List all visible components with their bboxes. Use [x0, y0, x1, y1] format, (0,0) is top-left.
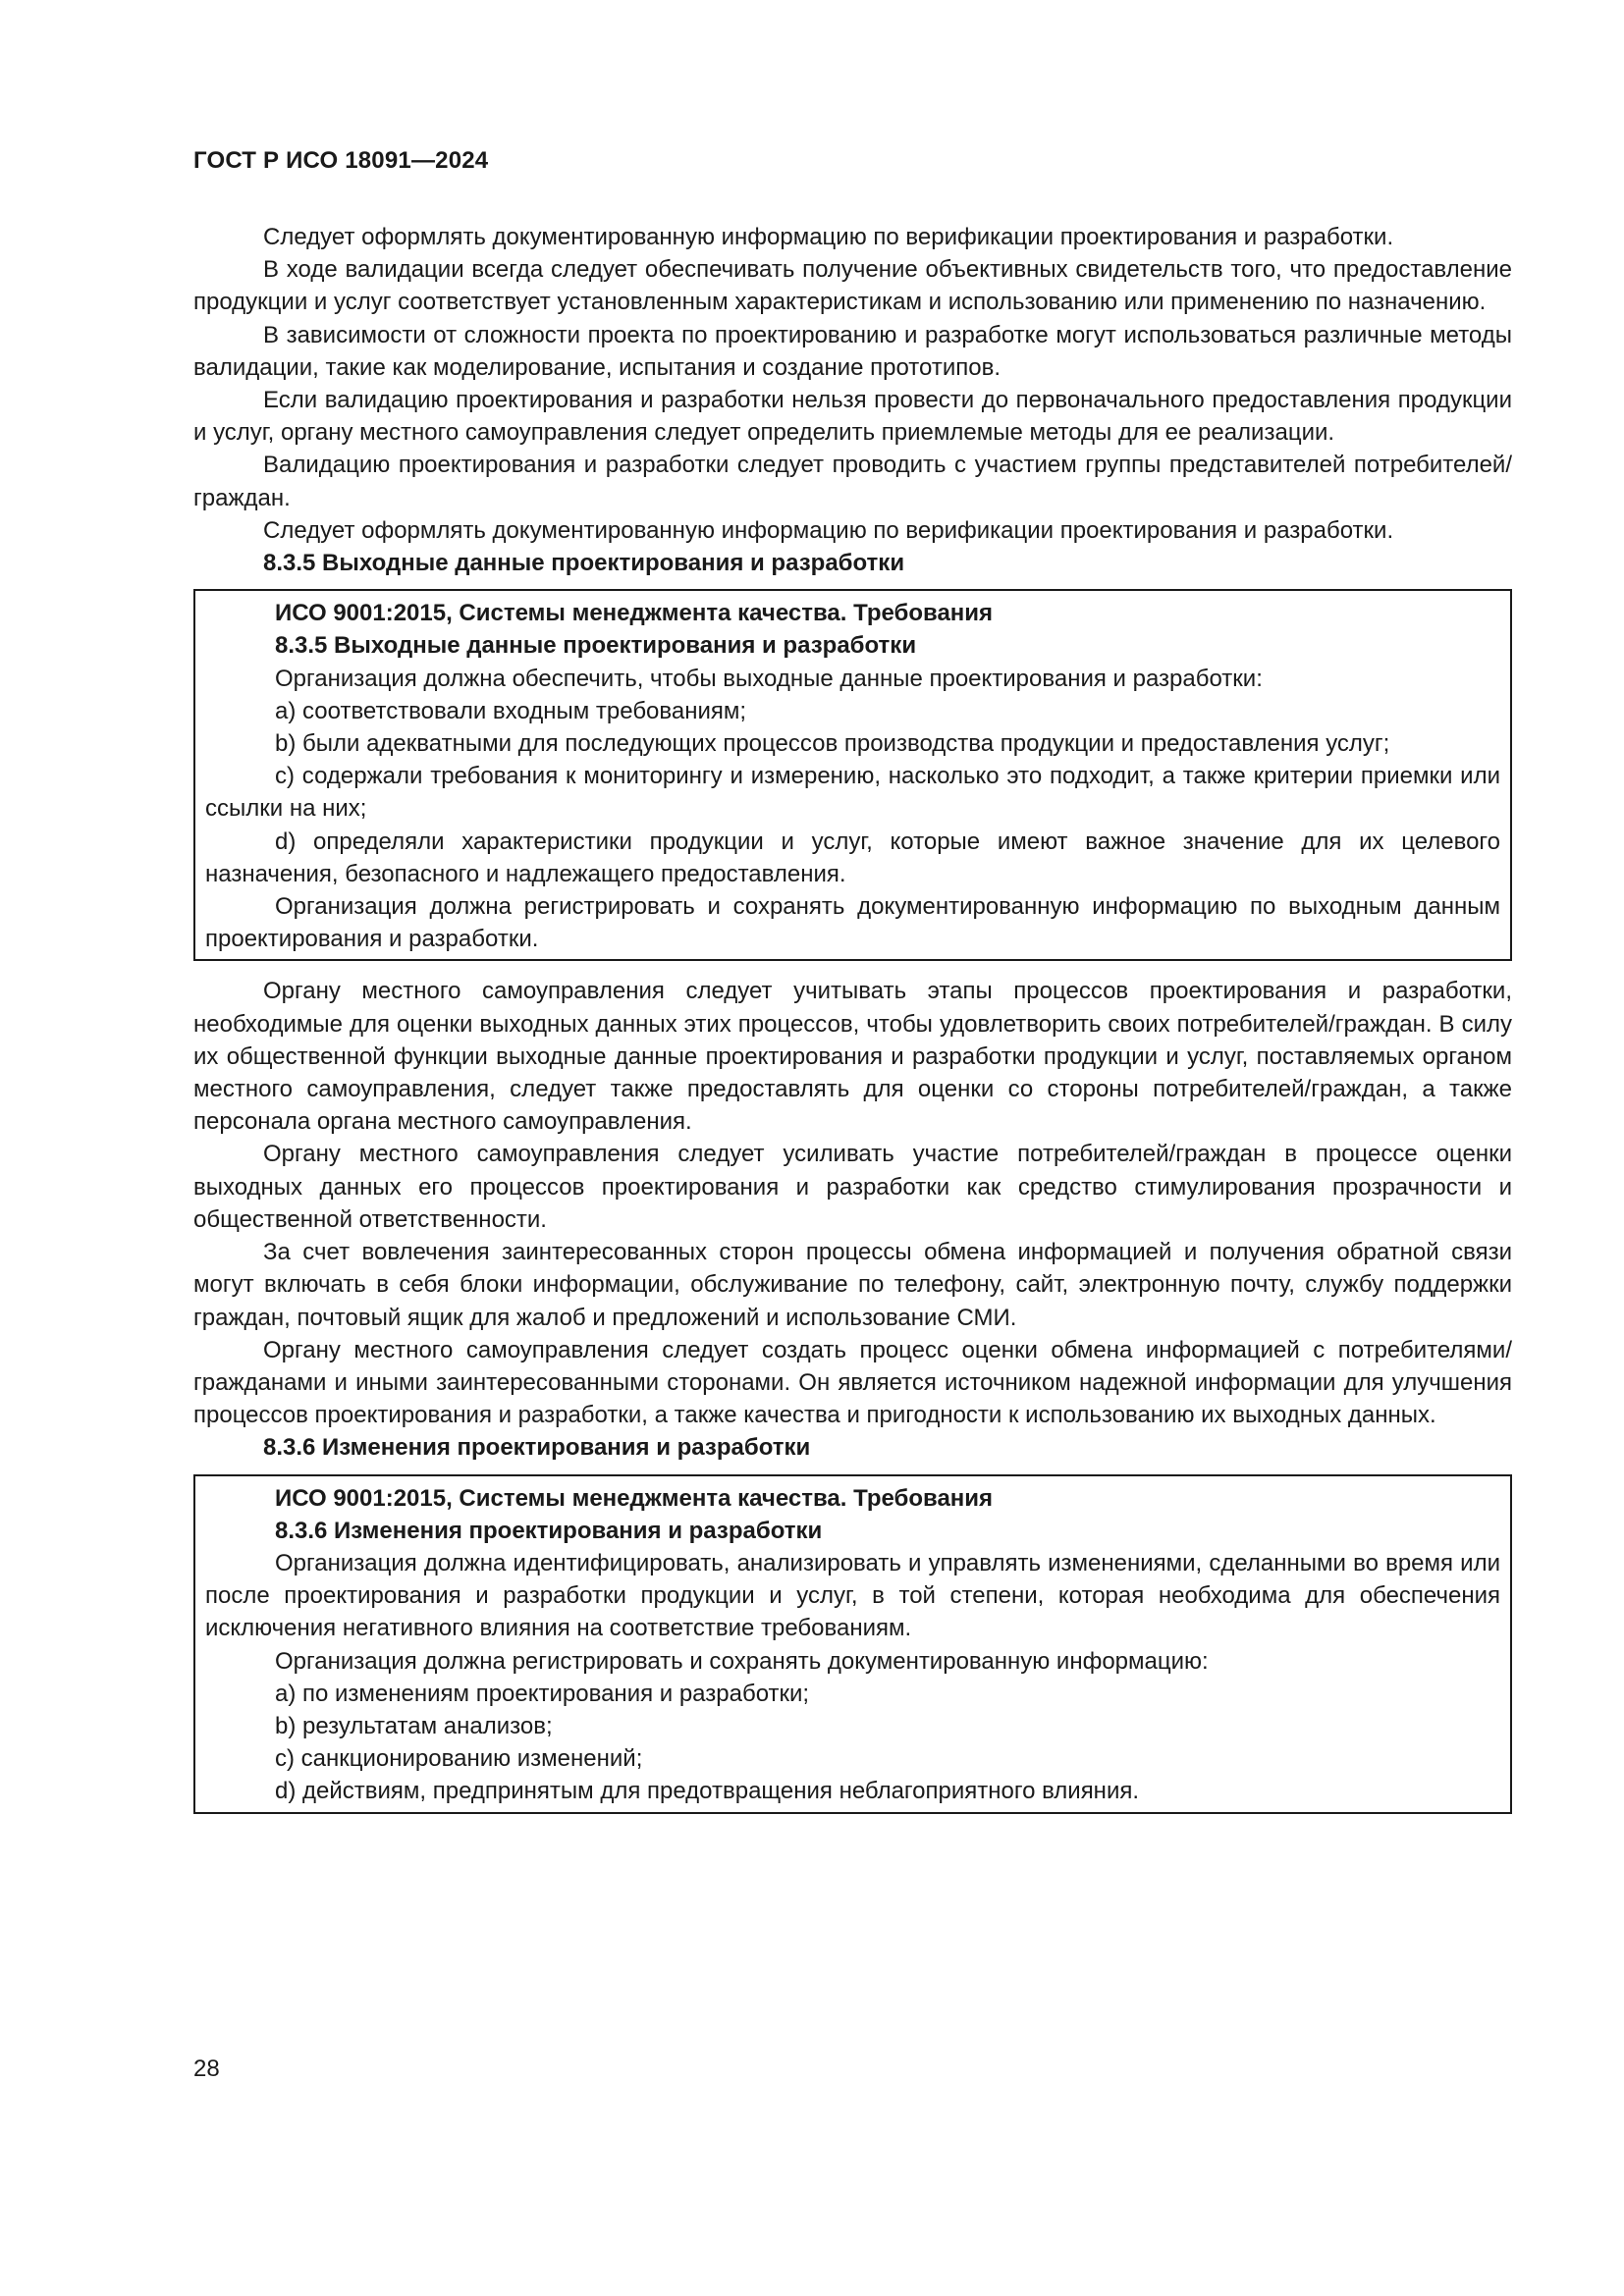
- paragraph: Следует оформлять документированную информацию по верификации проектирования и разработки.: [263, 224, 1394, 250]
- paragraph: Следует оформлять документированную информацию по верификации проектирования и разработки.: [263, 516, 1394, 544]
- page-number: 28: [193, 2056, 220, 2082]
- paragraph: В ходе валидации всегда следует обеспечивать получение объективных свидетельств того, что предоставление продукции и услуг соответствует установленным характеристикам и использованию или применению по назначению.: [193, 256, 1512, 316]
- box-item: Организация должна регистрировать и сохранять документированную информацию по выходным данным проектирования и разработки.: [205, 893, 1500, 953]
- box-title: ИСО 9001:2015, Системы менеджмента качества. Требования: [275, 1484, 994, 1512]
- iso-quote-box-8-3-6: [193, 1474, 1512, 1814]
- paragraph: За счет вовлечения заинтересованных сторон процессы обмена информацией и получения обратной связи могут включать в себя блоки информации, обслуживание по телефону, сайт, электронную почту, службу поддержки граждан, почтовый ящик для жалоб и предложений и использование СМИ.: [193, 1239, 1512, 1331]
- box-item: a) соответствовали входным требованиям;: [275, 697, 747, 724]
- box-title: ИСО 9001:2015, Системы менеджмента качества. Требования: [275, 600, 994, 627]
- box-item: c) содержали требования к мониторингу и измерению, насколько это подходит, а также критерии приемки или ссылки на них;: [205, 763, 1500, 823]
- section-heading-8-3-6: 8.3.6 Изменения проектирования и разработки: [263, 1434, 811, 1462]
- box-item: d) определяли характеристики продукции и услуг, которые имеют важное значение для их целевого назначения, безопасного и надлежащего предоставления.: [205, 828, 1500, 887]
- box-item: Организация должна обеспечить, чтобы выходные данные проектирования и разработки:: [275, 665, 1263, 692]
- document-header: ГОСТ Р ИСО 18091—2024: [193, 147, 489, 174]
- box-subtitle: 8.3.6 Изменения проектирования и разработки: [275, 1517, 823, 1544]
- box-item: c) санкционированию изменений;: [275, 1745, 643, 1773]
- box-item: b) были адекватными для последующих процессов производства продукции и предоставления услуг;: [275, 730, 1390, 758]
- paragraph: Если валидацию проектирования и разработки нельзя провести до первоначального предоставления продукции и услуг, органу местного самоуправления следует определить приемлемые методы для ее реализации.: [193, 387, 1512, 447]
- document-body: [193, 221, 1512, 1828]
- box-item: Организация должна регистрировать и сохранять документированную информацию:: [275, 1647, 1209, 1675]
- box-item: a) по изменениям проектирования и разработки;: [275, 1680, 810, 1707]
- section-heading-8-3-5: 8.3.5 Выходные данные проектирования и разработки: [263, 550, 905, 577]
- paragraph: Органу местного самоуправления следует усиливать участие потребителей/граждан в процессе оценки выходных данных его процессов проектирования и разработки как средство стимулирования прозрачности и общественной ответственности.: [193, 1141, 1512, 1233]
- paragraph: Органу местного самоуправления следует создать процесс оценки обмена информацией с потребителями/гражданами и иными заинтересованными сторонами. Он является источником надежной информации для улучшения процессов проектирования и разработки, а также качества и пригодности к использованию их выходных данных.: [193, 1336, 1512, 1429]
- box-item: d) действиям, предпринятым для предотвращения неблагоприятного влияния.: [275, 1778, 1140, 1805]
- box-item: b) результатам анализов;: [275, 1712, 553, 1739]
- iso-quote-box-8-3-5: [193, 589, 1512, 961]
- box-item: Организация должна идентифицировать, анализировать и управлять изменениями, сделанными во время или после проектирования и разработки продукции и услуг, в той степени, которая необходима для обеспечения исключения негативного влияния на соответствие требованиям.: [205, 1549, 1500, 1642]
- paragraph: Валидацию проектирования и разработки следует проводить с участием группы представителей потребителей/граждан.: [193, 452, 1512, 511]
- paragraph: Органу местного самоуправления следует учитывать этапы процессов проектирования и разработки, необходимые для оценки выходных данных этих процессов, чтобы удовлетворить своих потребителей/граждан. В силу их общественной функции выходные данные проектирования и разработки продукции и услуг, поставляемых органом местного самоуправления, следует также предоставлять для оценки со стороны потребителей/граждан, а также персонала органа местного самоуправления.: [193, 978, 1512, 1136]
- paragraph: В зависимости от сложности проекта по проектированию и разработке могут использоваться различные методы валидации, такие как моделирование, испытания и создание прототипов.: [193, 321, 1512, 381]
- box-subtitle: 8.3.5 Выходные данные проектирования и разработки: [275, 632, 917, 660]
